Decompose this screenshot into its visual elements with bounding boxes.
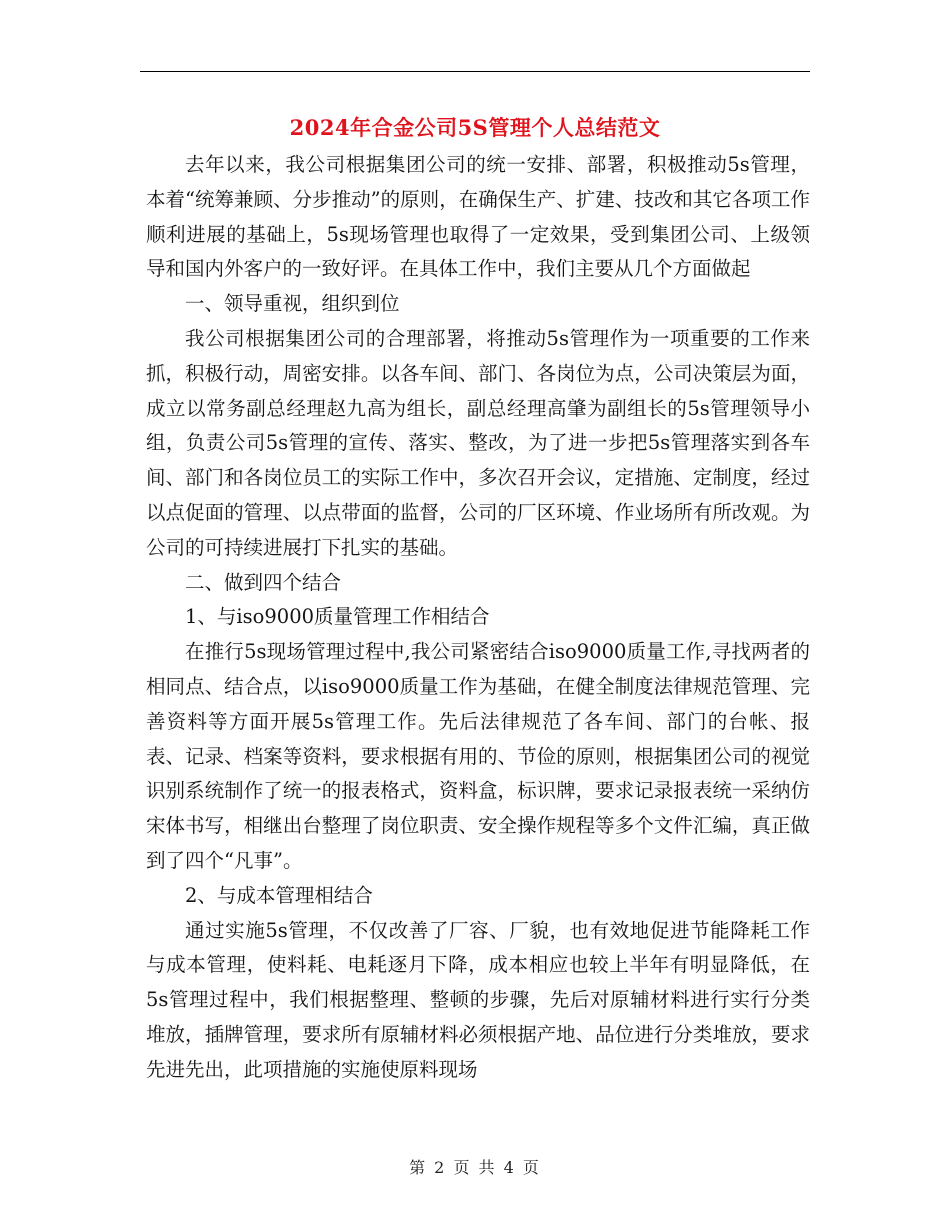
document-body [146, 148, 810, 1088]
paragraph-cost: 通过实施5s管理，不仅改善了厂容、厂貌，也有效地促进节能降耗工作与成本管理，使料耗、电耗逐月下降，成本相应也较上半年有明显降低，在5s管理过程中，我们根据整理、整顿的步骤，先后对原辅材料进行实行分类堆放，插牌管理，要求所有原辅材料必须根据产地、品位进行分类堆放，要求先进先出，此项措施的实施使原料现场 [146, 918, 810, 1081]
subheading-cost: 2、与成本管理相结合 [185, 883, 373, 907]
paragraph-iso9000: 在推行5s现场管理过程中,我公司紧密结合iso9000质量工作,寻找两者的相同点、结合点，以iso9000质量工作为基础，在健全制度法律规范管理、完善资料等方面开展5s管理工作。先后法律规范了各车间、部门的台帐、报表、记录、档案等资料，要求根据有用的、节俭的原则，根据集团公司的视觉识别系统制作了统一的报表格式，资料盒，标识牌，要求记录报表统一采纳仿宋体书写，相继出台整理了岗位职责、安全操作规程等多个文件汇编，真正做到了四个“凡事”。 [146, 640, 810, 872]
paragraph-intro: 去年以来，我公司根据集团公司的统一安排、部署，积极推动5s管理，本着“统筹兼顾、分步推动”的原则，在确保生产、扩建、技改和其它各项工作顺利进展的基础上，5s现场管理也取得了一定效果，受到集团公司、上级领导和国内外客户的一致好评。在具体工作中，我们主要从几个方面做起 [146, 153, 810, 281]
document-title: 2024年合金公司5S管理个人总结范文 [289, 115, 661, 140]
heading-section-1: 一、领导重视，组织到位 [185, 292, 400, 316]
page-number-footer: 第 2 页 共 4 页 [409, 1158, 541, 1177]
subheading-iso9000: 1、与iso9000质量管理工作相结合 [185, 605, 490, 629]
heading-section-2: 二、做到四个结合 [185, 570, 342, 594]
header-rule [140, 71, 810, 72]
paragraph-section-1: 我公司根据集团公司的合理部署，将推动5s管理作为一项重要的工作来抓，积极行动，周密安排。以各车间、部门、各岗位为点，公司决策层为面，成立以常务副总经理赵九高为组长，副总经理高肇为副组长的5s管理领导小组，负责公司5s管理的宣传、落实、整改，为了进一步把5s管理落实到各车间、部门和各岗位员工的实际工作中，多次召开会议，定措施、定制度，经过以点促面的管理、以点带面的监督，公司的厂区环境、作业场所有所改观。为公司的可持续进展打下扎实的基础。 [146, 326, 810, 559]
